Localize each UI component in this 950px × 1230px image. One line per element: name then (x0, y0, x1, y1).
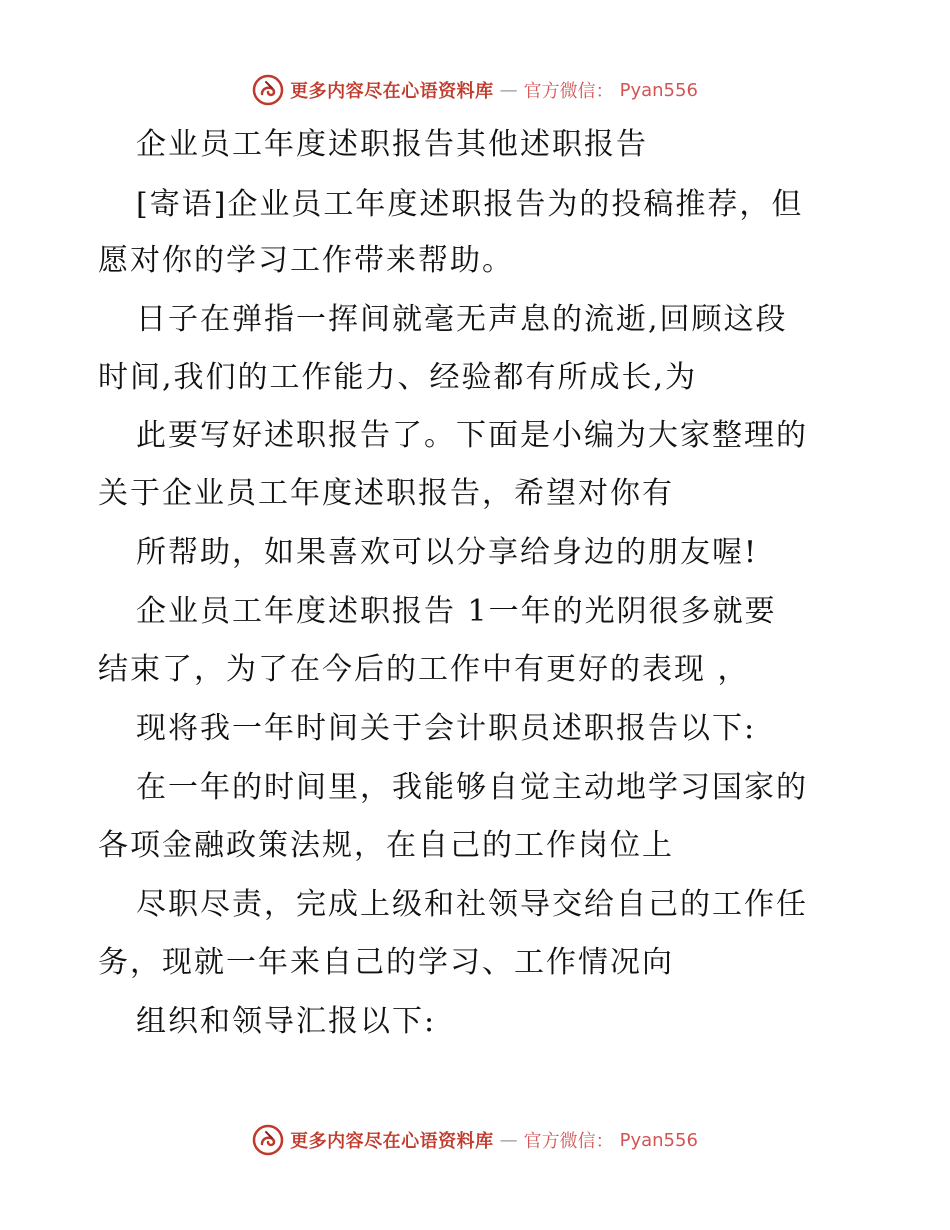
heart-swirl-icon (252, 74, 284, 106)
text-line: [寄语]企业员工年度述职报告为的投稿推荐，但 (136, 187, 804, 222)
watermark-brand: 更多内容尽在心语资料库 (290, 81, 494, 102)
watermark-separator: — (499, 79, 518, 101)
text-line: 尽职尽责，完成上级和社领导交给自己的工作任 (136, 887, 808, 922)
heart-swirl-icon (252, 1124, 284, 1156)
text-line: 在一年的时间里，我能够自觉主动地学习国家的 (136, 770, 808, 805)
header-watermark (0, 70, 950, 110)
watermark-contact-label: 官方微信： (523, 81, 614, 102)
text-line: 愿对你的学习工作带来帮助。 (98, 243, 514, 278)
footer-watermark (0, 1120, 950, 1160)
text-line: 时间,我们的工作能力、经验都有所成长,为 (98, 360, 698, 395)
watermark-contact-label: 官方微信： (523, 1131, 614, 1152)
text-line: 企业员工年度述职报告 1一年的光阴很多就要 (136, 594, 777, 629)
watermark-brand: 更多内容尽在心语资料库 (290, 1131, 494, 1152)
text-line: 结束了，为了在今后的工作中有更好的表现 ， (98, 652, 750, 687)
watermark-separator: — (499, 1129, 518, 1151)
text-line: 务，现就一年来自己的学习、工作情况向 (98, 945, 674, 980)
text-line: 现将我一年时间关于会计职员述职报告以下: (136, 711, 757, 746)
text-line: 此要写好述职报告了。下面是小编为大家整理的 (136, 418, 808, 453)
text-line: 组织和领导汇报以下: (136, 1004, 437, 1039)
document-title: 企业员工年度述职报告其他述职报告 (136, 127, 648, 162)
watermark-handle: Pyan556 (619, 1129, 698, 1151)
text-line: 各项金融政策法规，在自己的工作岗位上 (98, 828, 674, 863)
text-line: 日子在弹指一挥间就毫无声息的流逝,回顾这段 (136, 302, 788, 337)
text-line: 关于企业员工年度述职报告，希望对你有 (98, 476, 674, 511)
watermark-handle: Pyan556 (619, 79, 698, 101)
text-line: 所帮助，如果喜欢可以分享给身边的朋友喔! (136, 535, 759, 570)
